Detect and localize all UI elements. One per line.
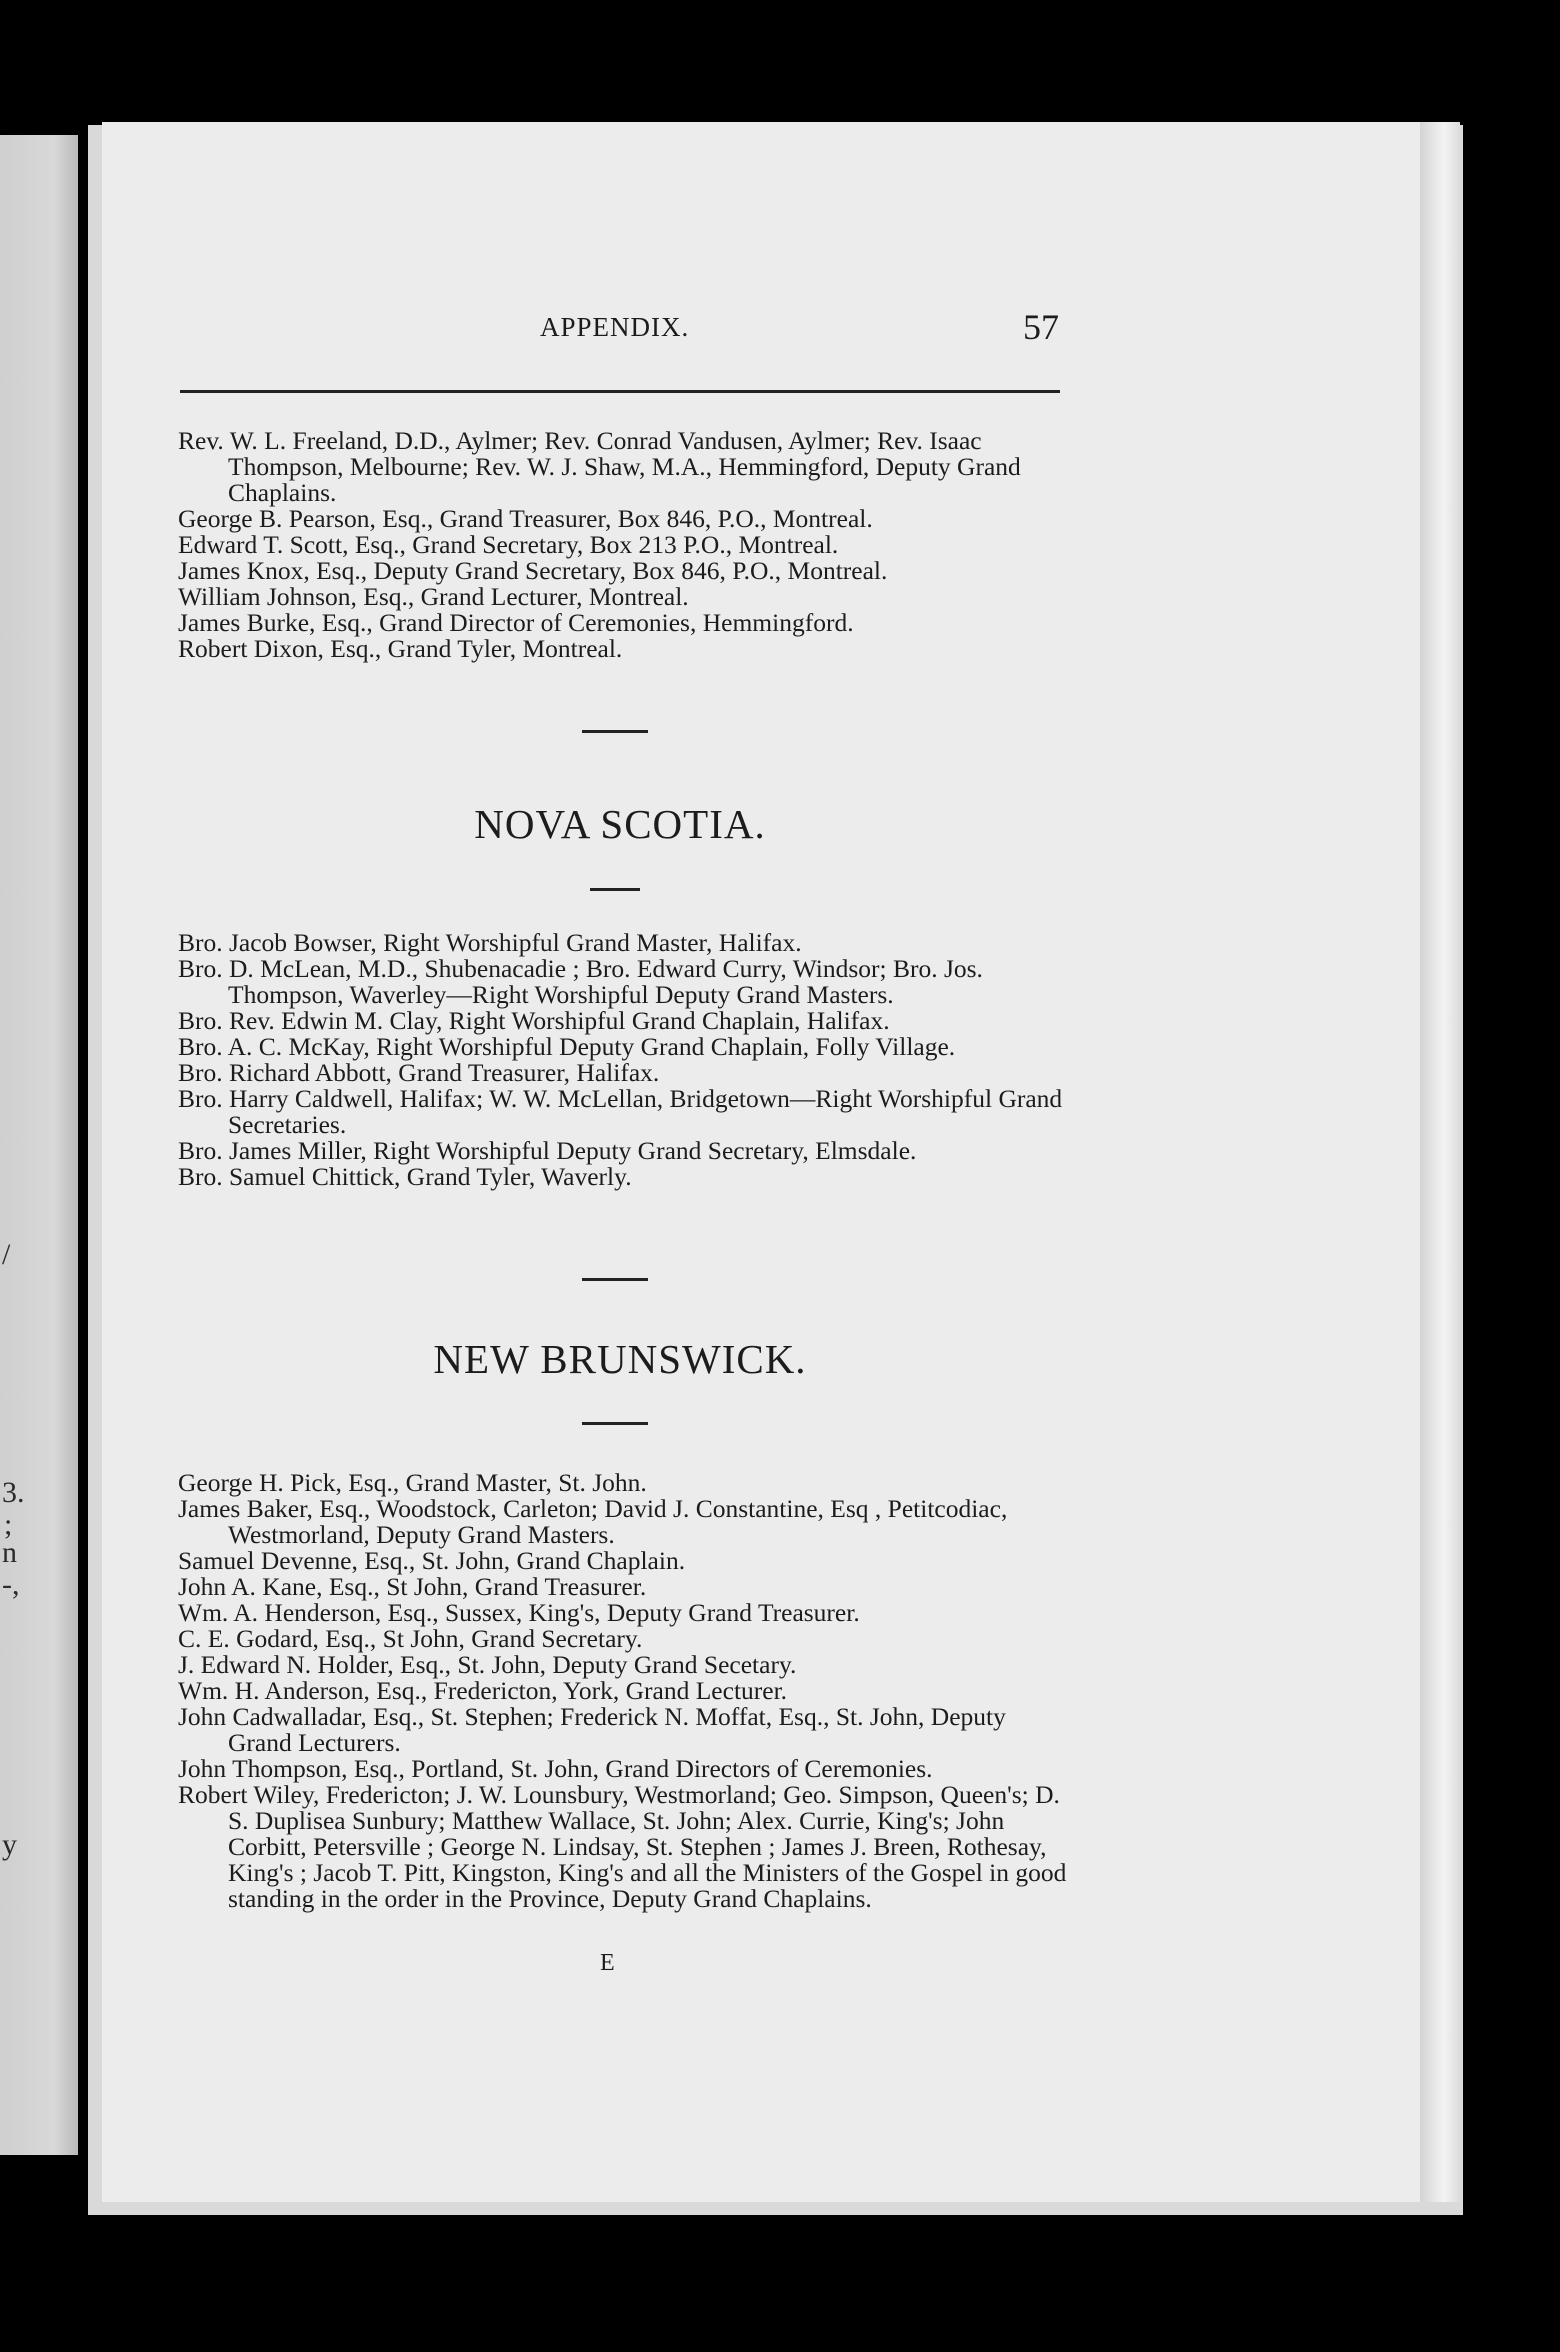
page-gutter-shadow [1420,122,1460,2202]
section-title-nova-scotia: NOVA SCOTIA. [474,801,766,847]
list-entry: Bro. Jacob Bowser, Right Worshipful Grand Master, Halifax. [178,928,802,957]
list-entry: Rev. W. L. Freeland, D.D., Aylmer; Rev. Conrad Vandusen, Aylmer; Rev. Isaac Thompson, Melbourne; Rev. W. J. Shaw, M.A., Hemmingford, Deputy Grand Chaplains. [178,426,1021,507]
list-entry: Bro. Samuel Chittick, Grand Tyler, Waverly. [178,1162,632,1191]
list-entry: J. Edward N. Holder, Esq., St. John, Deputy Grand Secetary. [178,1650,797,1679]
margin-fragment: / [2,1238,11,1271]
new-brunswick-list [178,1470,1073,1912]
list-entry: George B. Pearson, Esq., Grand Treasurer, Box 846, P.O., Montreal. [178,504,873,533]
list-entry: Robert Wiley, Fredericton; J. W. Lounsbury, Westmorland; Geo. Simpson, Queen's; D. S. Duplisea Sunbury; Matthew Wallace, St. John; Alex. Currie, King's; John Corbitt, Petersville ; George N. Lindsay, St. Stephen ; James J. Breen, Rothesay, King's ; Jacob T. Pitt, Kingston, King's and all the Ministers of the Gospel in good standing in the order in the Province, Deputy Grand Chaplains. [178,1780,1067,1913]
list-entry: John Cadwalladar, Esq., St. Stephen; Frederick N. Moffat, Esq., St. John, Deputy Grand Lecturers. [178,1702,1006,1757]
list-entry: James Burke, Esq., Grand Director of Ceremonies, Hemmingford. [178,608,854,637]
list-entry: James Knox, Esq., Deputy Grand Secretary, Box 846, P.O., Montreal. [178,556,888,585]
list-entry: Bro. James Miller, Right Worshipful Deputy Grand Secretary, Elmsdale. [178,1136,917,1165]
page-number: 57 [1023,307,1059,347]
margin-fragment: 3. [2,1476,25,1509]
list-entry: Bro. A. C. McKay, Right Worshipful Deputy Grand Chaplain, Folly Village. [178,1032,956,1061]
title-rule [582,1422,648,1425]
list-entry: James Baker, Esq., Woodstock, Carleton; David J. Constantine, Esq , Petitcodiac, Westmorland, Deputy Grand Masters. [178,1494,1008,1549]
margin-fragment: ; [4,1508,13,1541]
list-entry: William Johnson, Esq., Grand Lecturer, Montreal. [178,582,689,611]
signature-mark: E [600,1950,615,1976]
officer-list-continued [178,428,1073,662]
list-entry: Edward T. Scott, Esq., Grand Secretary, Box 213 P.O., Montreal. [178,530,839,559]
section-divider [582,730,648,733]
list-entry: Robert Dixon, Esq., Grand Tyler, Montreal. [178,634,623,663]
section-divider [582,1278,648,1281]
list-entry: Bro. Richard Abbott, Grand Treasurer, Halifax. [178,1058,660,1087]
list-entry: Wm. H. Anderson, Esq., Fredericton, York, Grand Lecturer. [178,1676,788,1705]
section-title-new-brunswick: NEW BRUNSWICK. [433,1336,807,1382]
margin-fragment: y [2,1828,17,1861]
list-entry: Bro. D. McLean, M.D., Shubenacadie ; Bro. Edward Curry, Windsor; Bro. Jos. Thompson, Waverley—Right Worshipful Deputy Grand Masters. [178,954,983,1009]
list-entry: Samuel Devenne, Esq., St. John, Grand Chaplain. [178,1546,686,1575]
list-entry: John Thompson, Esq., Portland, St. John, Grand Directors of Ceremonies. [178,1754,933,1783]
list-entry: George H. Pick, Esq., Grand Master, St. John. [178,1468,647,1497]
list-entry: John A. Kane, Esq., St John, Grand Treasurer. [178,1572,647,1601]
header-rule [180,390,1060,393]
list-entry: Bro. Harry Caldwell, Halifax; W. W. McLellan, Bridgetown—Right Worshipful Grand Secretaries. [178,1084,1063,1139]
list-entry: C. E. Godard, Esq., St John, Grand Secretary. [178,1624,643,1653]
margin-fragment: -, [2,1568,20,1601]
running-head: APPENDIX. [540,312,690,342]
list-entry: Wm. A. Henderson, Esq., Sussex, King's, Deputy Grand Treasurer. [178,1598,860,1627]
margin-fragment: n [2,1536,17,1569]
title-rule [590,888,640,891]
list-entry: Bro. Rev. Edwin M. Clay, Right Worshipful Grand Chaplain, Halifax. [178,1006,890,1035]
nova-scotia-list [178,930,1073,1190]
